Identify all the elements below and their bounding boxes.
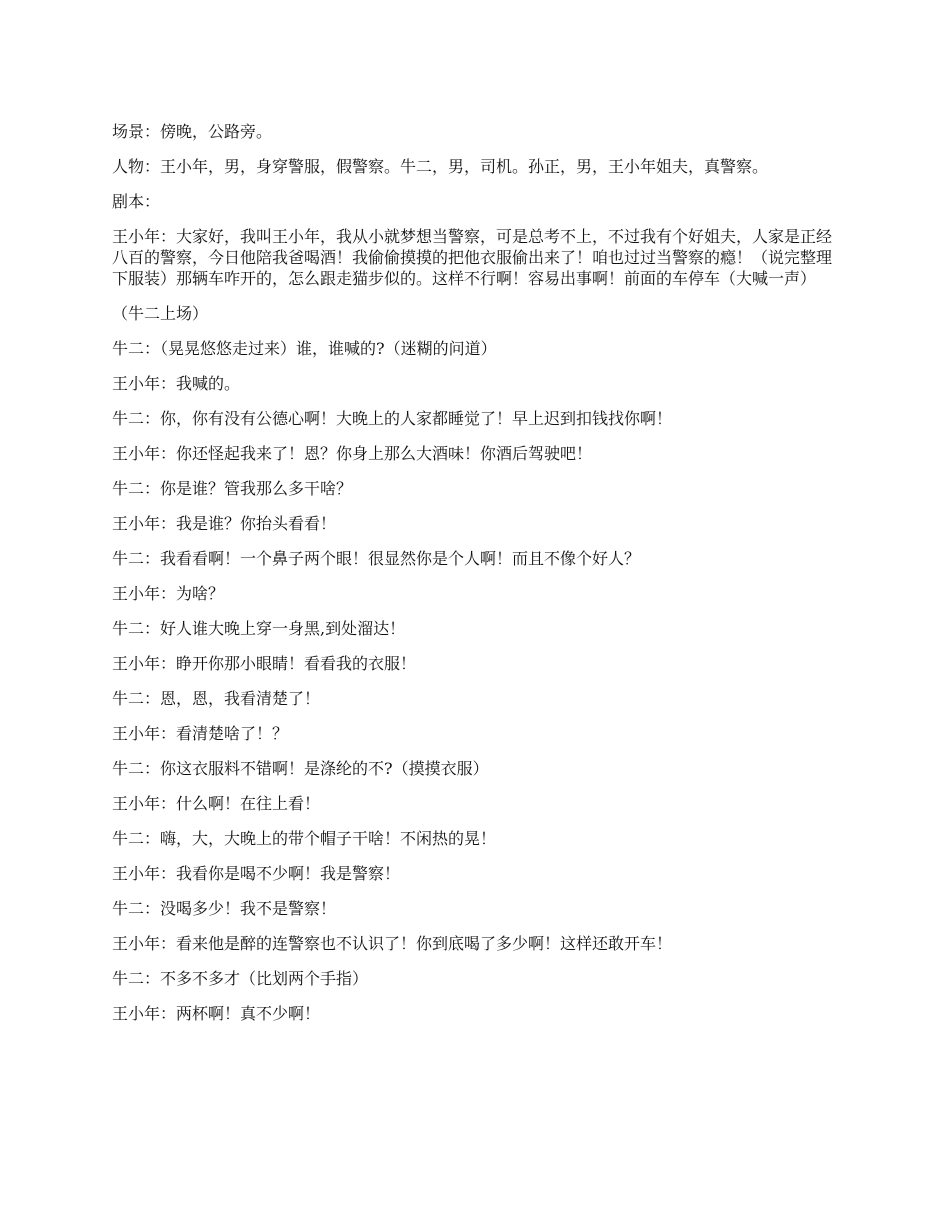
script-heading: 剧本：	[112, 192, 161, 211]
dialogue-line: 牛二：你这衣服料不错啊！是涤纶的不?（摸摸衣服）	[112, 759, 489, 778]
document-body	[112, 121, 842, 1038]
dialogue-line: 王小年：大家好，我叫王小年，我从小就梦想当警察，可是总考不上，不过我有个好姐夫，人家是正经八百的警察，今日他陪我爸喝酒！我偷偷摸摸的把他衣服偷出来了！咱也过过当警察的瘾！（说完整理下服装）那辆车咋开的，怎么跟走猫步似的。这样不行啊！容易出事啊！前面的车停车（大喊一声）	[112, 227, 833, 288]
dialogue-line: 牛二：恩，恩，我看清楚了！	[112, 689, 321, 708]
dialogue-line: 王小年：我是谁？你抬头看看！	[112, 514, 337, 533]
dialogue-line: 牛二：不多不多才（比划两个手指）	[112, 969, 369, 988]
dialogue-line: 王小年：看来他是醉的连警察也不认识了！你到底喝了多少啊！这样还敢开车！	[112, 934, 673, 953]
dialogue-line: 王小年：看清楚啥了！？	[112, 724, 289, 743]
scene-line: 场景：傍晚，公路旁。	[112, 122, 273, 141]
dialogue-line: 王小年：我看你是喝不少啊！我是警察！	[112, 864, 401, 883]
dialogue-line: 牛二：没喝多少！我不是警察！	[112, 899, 337, 918]
dialogue-line: 牛二：（晃晃悠悠走过来）谁，谁喊的?（迷糊的问道）	[112, 339, 497, 358]
dialogue-line: 王小年：你还怪起我来了！恩？你身上那么大酒味！你酒后驾驶吧！	[112, 444, 593, 463]
dialogue-line: 王小年：睁开你那小眼睛！看看我的衣服！	[112, 654, 417, 673]
dialogue-line: 王小年：为啥？	[112, 584, 225, 603]
characters-line: 人物：王小年，男，身穿警服，假警察。牛二，男，司机。孙正，男，王小年姐夫，真警察。	[112, 157, 769, 176]
dialogue-line: 牛二：好人谁大晚上穿一身黑,到处溜达！	[112, 619, 406, 638]
dialogue-line: 王小年：两杯啊！真不少啊！	[112, 1004, 321, 1023]
stage-direction: （牛二上场）	[112, 304, 209, 323]
dialogue-line: 牛二：你是谁？管我那么多干啥？	[112, 479, 353, 498]
dialogue-line: 牛二：你，你有没有公德心啊！大晚上的人家都睡觉了！早上迟到扣钱找你啊！	[112, 409, 673, 428]
dialogue-line: 牛二：我看看啊！一个鼻子两个眼！很显然你是个人啊！而且不像个好人？	[112, 549, 641, 568]
dialogue-line: 王小年：我喊的。	[112, 374, 241, 393]
dialogue-line: 王小年：什么啊！在往上看！	[112, 794, 321, 813]
dialogue-line: 牛二：嗨，大，大晚上的带个帽子干啥！不闲热的晃！	[112, 829, 497, 848]
